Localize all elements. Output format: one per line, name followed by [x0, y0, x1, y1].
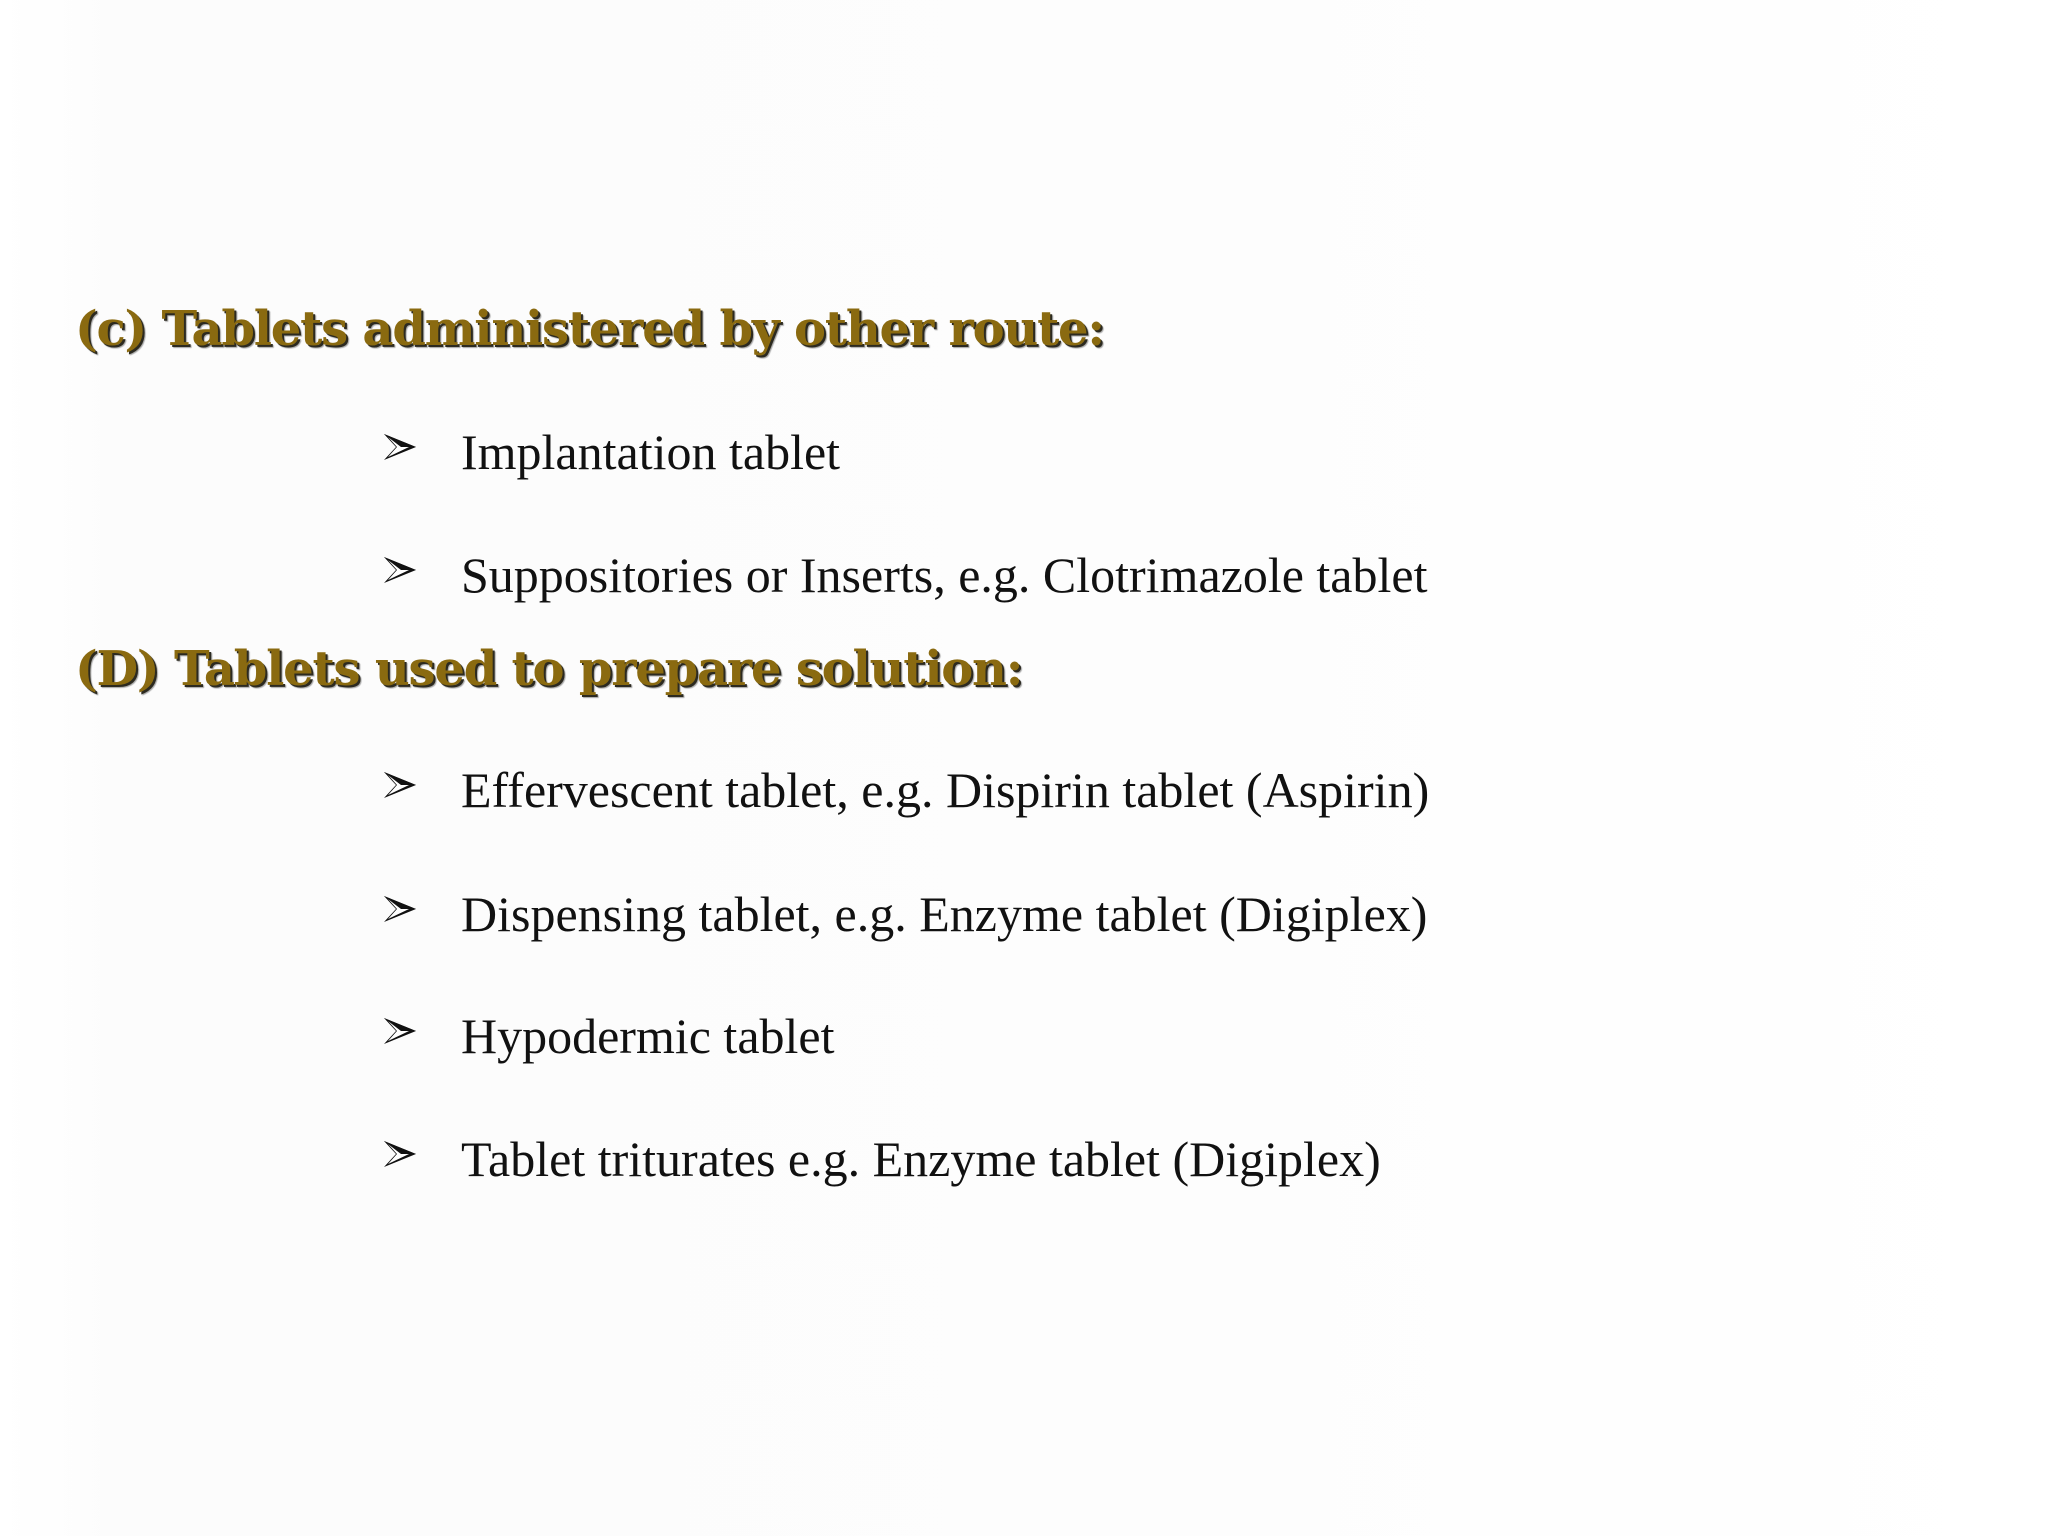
list-item-text: Implantation tablet — [461, 424, 841, 480]
section-heading-c: (c) Tablets administered by other route: — [75, 301, 1104, 357]
arrowhead-bullet-icon — [383, 770, 417, 800]
list-item-text: Tablet triturates e.g. Enzyme tablet (Digiplex) — [461, 1131, 1381, 1187]
list-item-text: Hypodermic tablet — [461, 1008, 835, 1064]
section-heading-d: (D) Tablets used to prepare solution: — [75, 641, 1023, 697]
arrowhead-bullet-icon — [383, 432, 417, 462]
list-item-text: Effervescent tablet, e.g. Dispirin tablet (Aspirin) — [461, 762, 1430, 818]
list-item-text: Suppositories or Inserts, e.g. Clotrimazole tablet — [461, 547, 1428, 603]
arrowhead-bullet-icon — [383, 1139, 417, 1169]
list-item-text: Dispensing tablet, e.g. Enzyme tablet (Digiplex) — [461, 886, 1428, 942]
arrowhead-bullet-icon — [383, 1016, 417, 1046]
arrowhead-bullet-icon — [383, 555, 417, 585]
arrowhead-bullet-icon — [383, 894, 417, 924]
